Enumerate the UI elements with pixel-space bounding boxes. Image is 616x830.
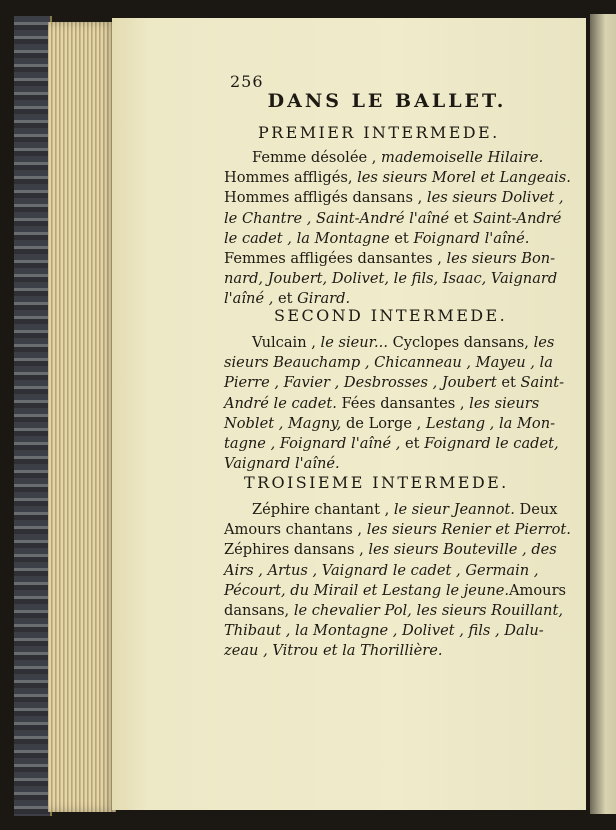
text-line xyxy=(224,561,546,581)
section-text-second xyxy=(224,333,565,474)
italic-run: les sieurs Bon- xyxy=(446,250,556,268)
text-line xyxy=(224,333,555,353)
text-line xyxy=(224,621,546,641)
roman-run: et xyxy=(405,435,425,453)
italic-run: le sieur... xyxy=(320,334,388,351)
italic-run: Foignard le cadet, xyxy=(424,435,559,453)
text-line xyxy=(224,353,553,373)
text-line xyxy=(224,373,565,393)
italic-run: les xyxy=(533,334,555,351)
roman-run: Amours chantans , xyxy=(224,521,367,539)
italic-run: le sieur Jeannot. xyxy=(393,501,515,518)
roman-run: Hommes affligés, xyxy=(224,169,358,187)
italic-run: les sieurs Dolivet , xyxy=(426,189,564,207)
italic-run: les sieurs Morel et Langeais. xyxy=(357,169,571,187)
section-heading-premier: PREMIER INTERMEDE. xyxy=(258,123,500,142)
roman-run: Deux xyxy=(514,501,558,518)
page-title: DANS LE BALLET. xyxy=(267,90,507,112)
roman-run: Zéphire chantant , xyxy=(252,501,394,518)
italic-run: zeau , Vitrou et la Thorillière. xyxy=(224,642,443,660)
section-heading-second: SECOND INTERMEDE. xyxy=(274,306,508,325)
text-line xyxy=(224,188,564,208)
italic-run: Airs , Artus , Vaignard le cadet , Germain , xyxy=(224,561,539,579)
italic-run: sieurs Beauchamp , Chicanneau , Mayeu , la xyxy=(224,354,553,372)
text-line xyxy=(224,168,571,188)
italic-run: les sieurs Renier et Pierrot. xyxy=(366,521,571,539)
italic-run: Pécourt, du Mirail et Lestang le jeune. xyxy=(224,581,509,599)
roman-run: Femmes affligées dansantes , xyxy=(224,250,447,268)
page-edges xyxy=(48,22,116,812)
italic-run: Thibaut , la Montagne , Dolivet , fils , Dalu- xyxy=(224,622,544,640)
roman-run: Hommes affligés dansans , xyxy=(224,189,427,207)
italic-run: Vaignard l'aîné. xyxy=(224,455,340,473)
section-text-premier xyxy=(224,148,571,310)
roman-run: Cyclopes dansans, xyxy=(387,334,534,351)
italic-run: mademoiselle Hilaire. xyxy=(381,149,544,166)
book-spine xyxy=(14,16,52,816)
text-line xyxy=(224,581,567,601)
text-line xyxy=(224,148,546,168)
facing-page-edge xyxy=(590,14,616,814)
italic-run: le chevalier Pol, les sieurs Rouillant, xyxy=(293,602,563,620)
text-line xyxy=(224,269,558,289)
text-line xyxy=(224,641,546,661)
text-line xyxy=(224,520,571,540)
italic-run: le Chantre , Saint-André l'aîné xyxy=(224,209,454,227)
italic-run: nard, Joubert, Dolivet, le fils, Isaac, Vaignard xyxy=(224,270,558,288)
italic-run: les sieurs xyxy=(469,394,540,412)
section-heading-troisieme: TROISIEME INTERMEDE. xyxy=(244,473,509,492)
roman-run: Fées dansantes , xyxy=(341,394,470,412)
roman-run: Femme désolée , xyxy=(252,149,382,166)
text-line xyxy=(224,209,562,229)
italic-run: le cadet , la Montagne xyxy=(224,229,395,247)
roman-run: et xyxy=(501,374,521,392)
italic-run: Noblet , Magny, xyxy=(224,414,346,432)
roman-run: et xyxy=(394,229,414,247)
italic-run: Foignard l'aîné. xyxy=(413,229,530,247)
italic-run: André le cadet. xyxy=(224,394,342,412)
text-line xyxy=(224,414,556,434)
italic-run: Pierre , Favier , Desbrosses , Joubert xyxy=(224,374,502,392)
italic-run: Lestang , la Mon- xyxy=(425,414,556,432)
section-text-troisieme xyxy=(224,500,571,662)
italic-run: les sieurs Bouteville , des xyxy=(368,541,557,559)
text-line xyxy=(224,229,546,249)
roman-run: dansans, xyxy=(224,602,294,620)
italic-run: l'aîné , xyxy=(224,290,278,308)
roman-run: Amours xyxy=(509,581,567,599)
text-line xyxy=(224,434,559,454)
roman-run: et xyxy=(453,209,473,227)
italic-run: Saint-André xyxy=(472,209,562,227)
italic-run: tagne , Foignard l'aîné , xyxy=(224,435,406,453)
roman-run: Zéphires dansans , xyxy=(224,541,369,559)
roman-run: et xyxy=(278,290,298,308)
italic-run: Girard. xyxy=(297,290,351,308)
text-line xyxy=(224,249,556,269)
roman-run: de Lorge , xyxy=(345,414,426,432)
text-line xyxy=(224,540,557,560)
book-page xyxy=(112,18,586,810)
italic-run: Saint- xyxy=(520,374,565,392)
page-number: 256 xyxy=(230,72,264,91)
text-line xyxy=(224,500,558,520)
roman-run: Vulcain , xyxy=(252,334,321,351)
text-line xyxy=(224,601,563,621)
text-line xyxy=(224,394,546,414)
text-line xyxy=(224,454,546,474)
